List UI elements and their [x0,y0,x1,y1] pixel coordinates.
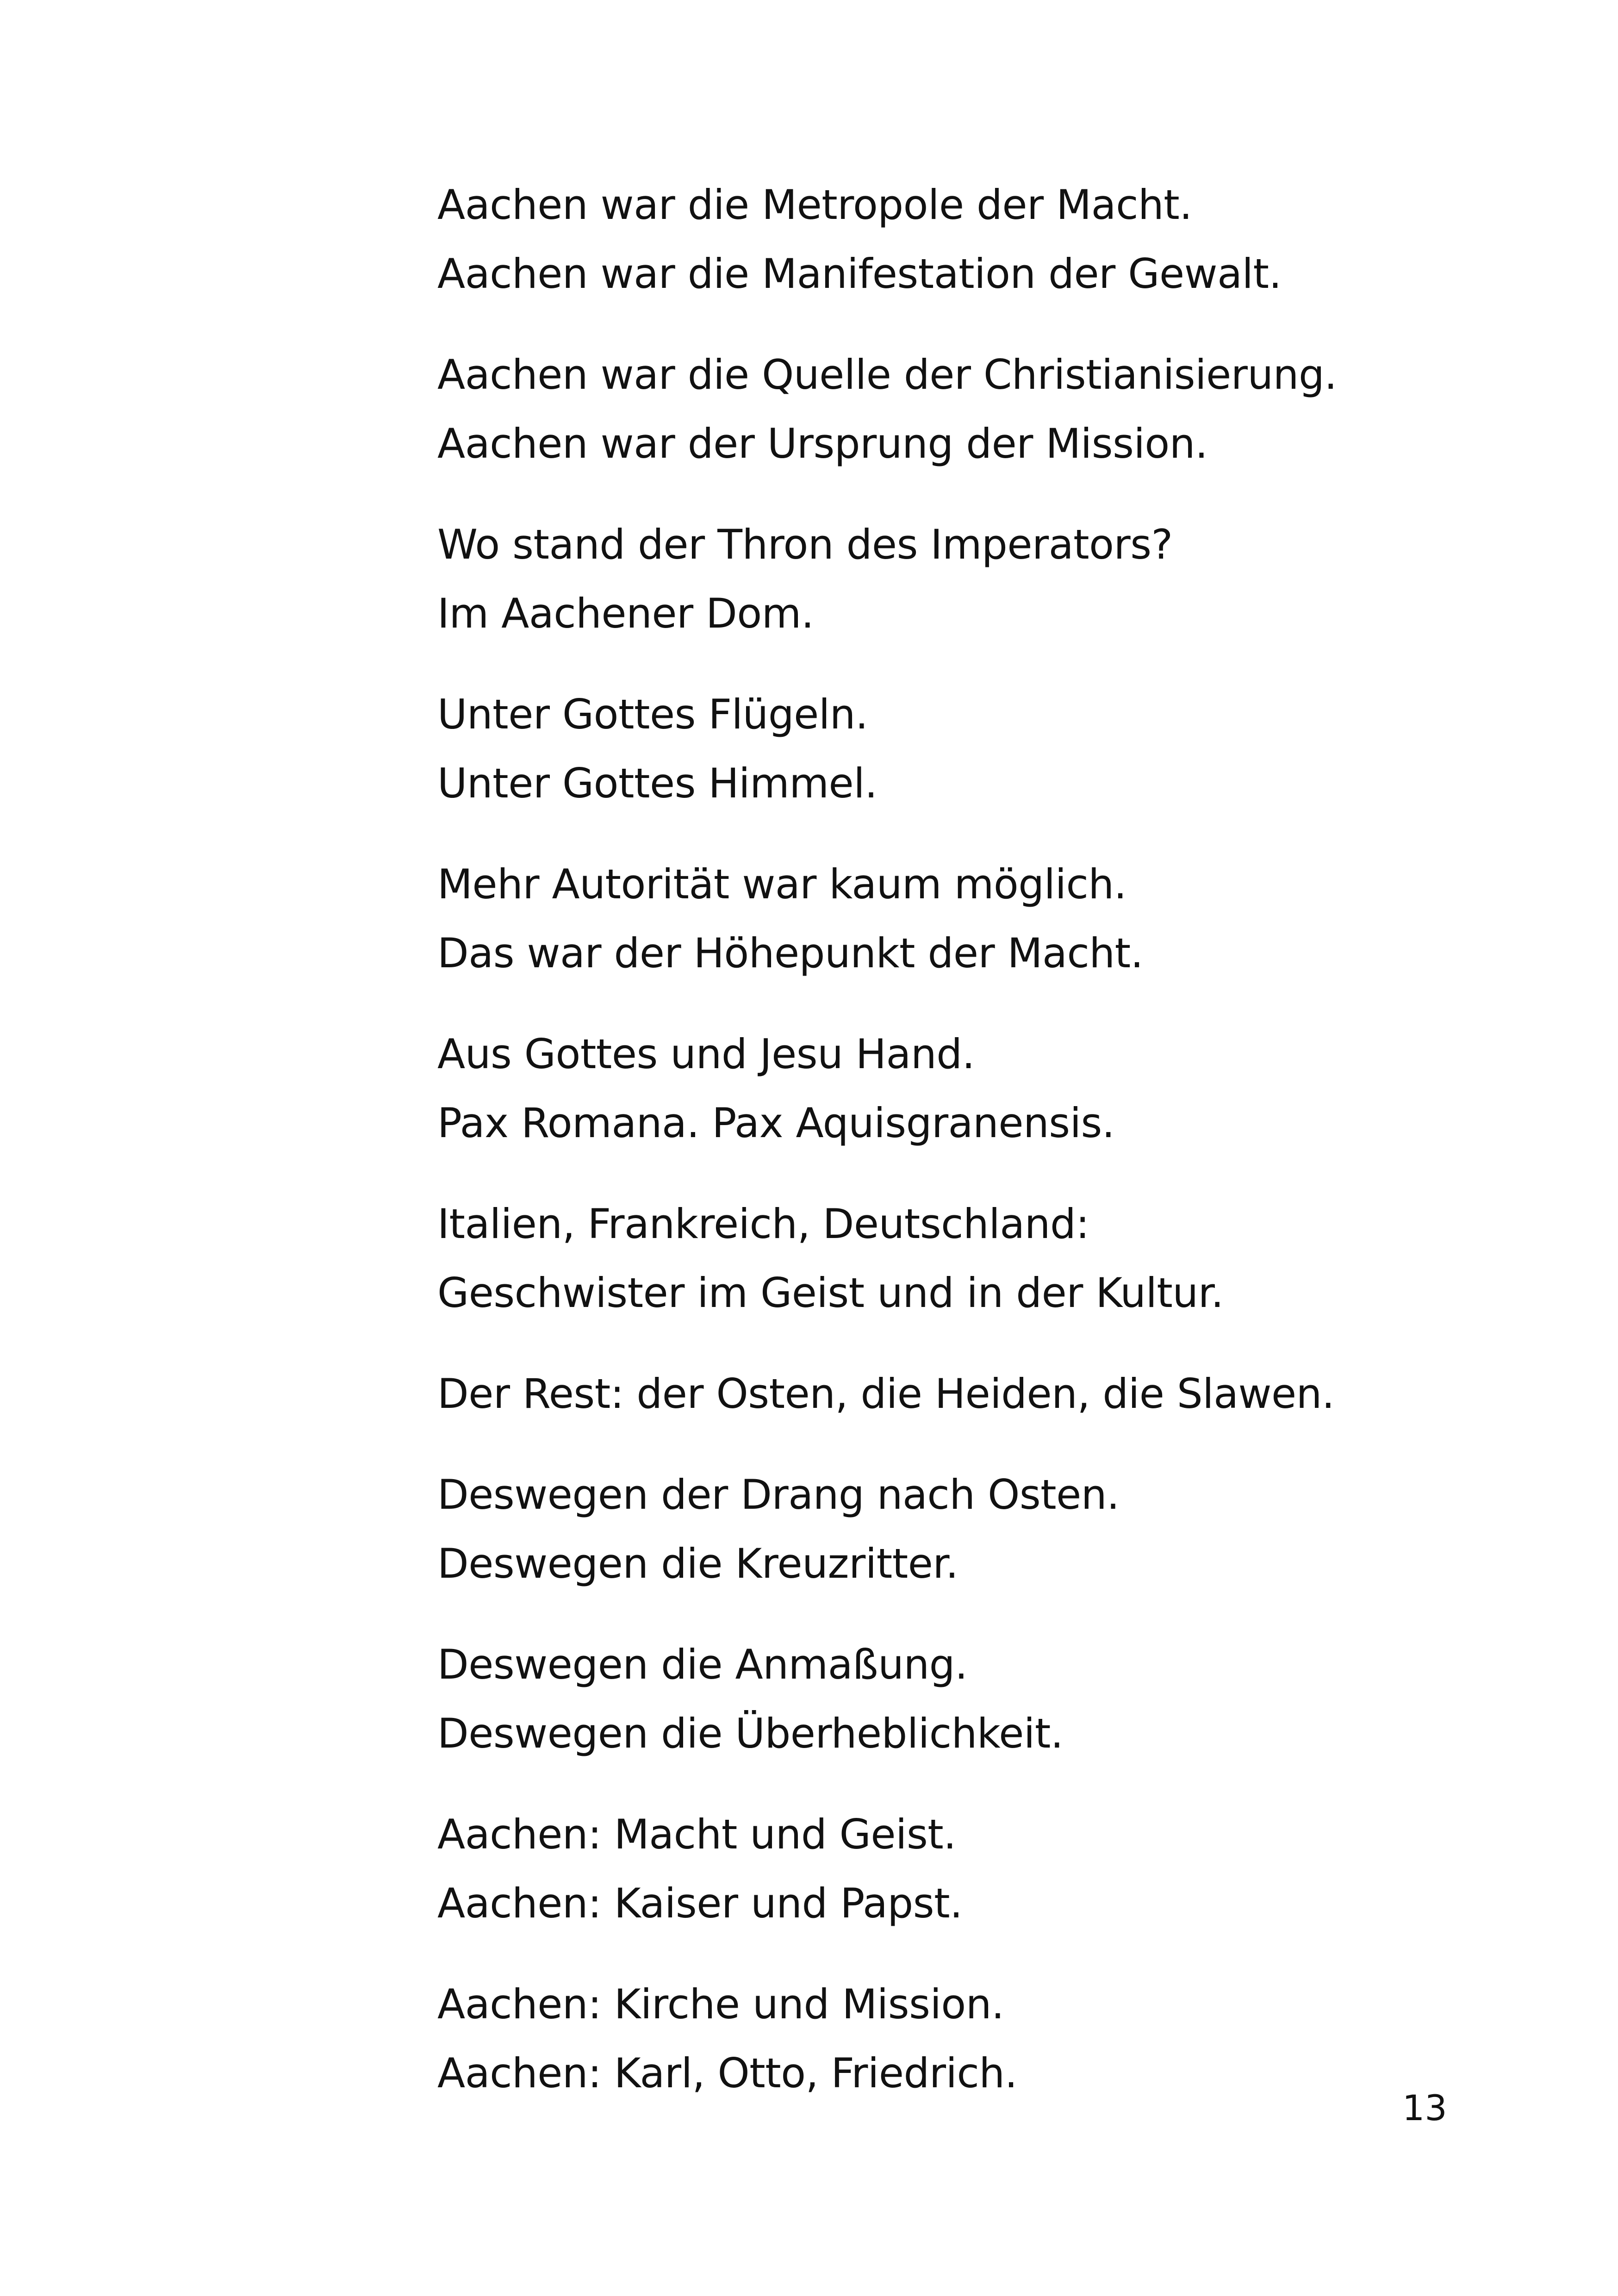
stanza [437,1630,1502,1768]
poem-line: Aachen war die Metropole der Macht. [437,181,1192,229]
poem-line: Unter Gottes Flügeln. [437,691,868,738]
stanza [437,510,1502,648]
poem-line: Deswegen die Überheblichkeit. [437,1710,1064,1757]
poem-line: Aachen war der Ursprung der Mission. [437,420,1208,467]
stanza [437,170,1502,308]
poem-line: Aus Gottes und Jesu Hand. [437,1030,975,1078]
stanza [437,1800,1502,1938]
poem-line: Aachen: Macht und Geist. [437,1811,956,1858]
poem-line: Deswegen die Anmaßung. [437,1641,968,1688]
stanza [437,1970,1502,2108]
poem-line: Pax Romana. Pax Aquisgranensis. [437,1099,1115,1147]
poem-line: Deswegen die Kreuzritter. [437,1540,958,1587]
stanza [437,1460,1502,1598]
poem-line: Italien, Frankreich, Deutschland: [437,1200,1089,1248]
poem-line: Mehr Autorität war kaum möglich. [437,860,1127,908]
stanza [437,850,1502,988]
stanza [437,1189,1502,1327]
poem-line: Wo stand der Thron des Imperators? [437,521,1173,568]
poem-line: Im Aachener Dom. [437,590,814,637]
stanza [437,340,1502,478]
page-number: 13 [1402,2087,1447,2128]
poem-line: Unter Gottes Himmel. [437,759,877,807]
poem-line: Aachen: Kirche und Mission. [437,1980,1004,2028]
poem-line: Geschwister im Geist und in der Kultur. [437,1269,1224,1317]
poem-line: Deswegen der Drang nach Osten. [437,1471,1120,1518]
poem-line: Der Rest: der Osten, die Heiden, die Slawen. [437,1370,1335,1418]
poem-line: Aachen: Kaiser und Papst. [437,1879,963,1927]
poem-line: Aachen war die Manifestation der Gewalt. [437,250,1282,298]
poem-line: Das war der Höhepunkt der Macht. [437,929,1144,977]
poem [437,170,1502,2140]
poem-line: Aachen war die Quelle der Christianisierung. [437,351,1337,398]
poem-line: Aachen: Karl, Otto, Friedrich. [437,2049,1018,2097]
stanza [437,680,1502,818]
stanza [437,1359,1502,1428]
stanza [437,1020,1502,1157]
